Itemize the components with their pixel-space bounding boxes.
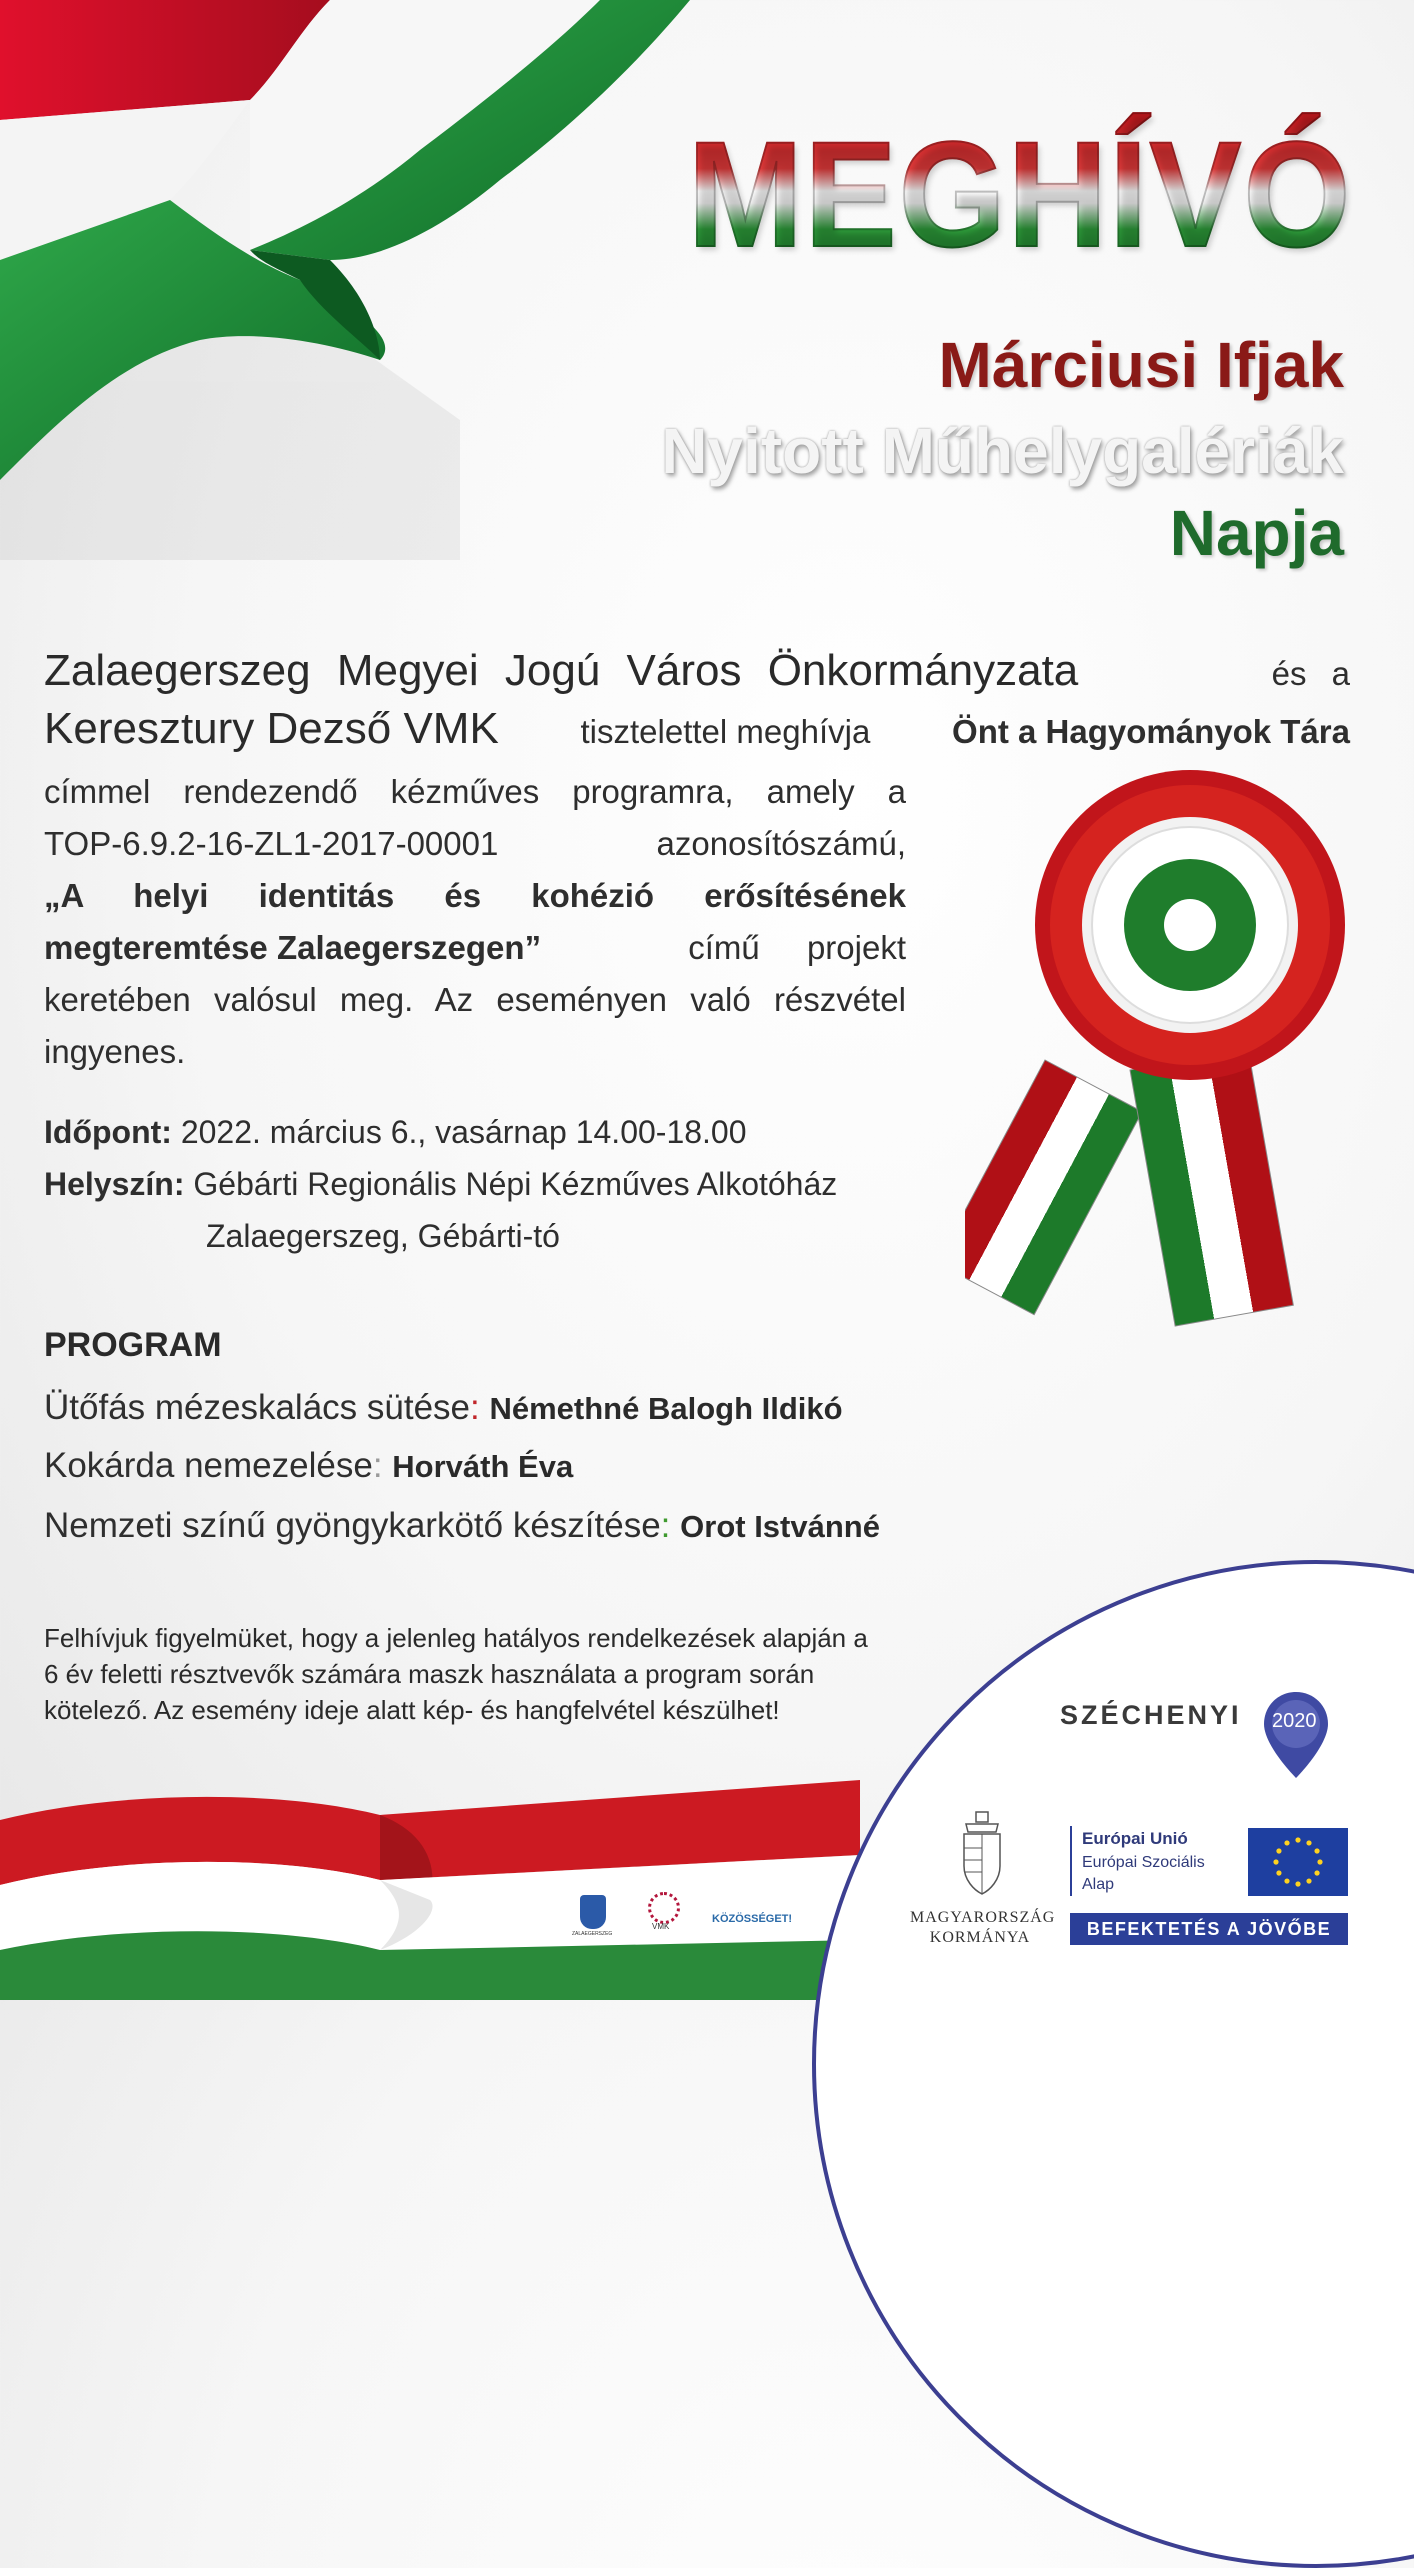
eu-subtitle-line-2: Alap <box>1082 1876 1115 1893</box>
location-pin-icon <box>1262 1690 1330 1780</box>
paragraph-line-5: keretében valósul meg. Az eseményen való részvétel <box>44 981 906 1018</box>
subtitle-line-1: Márciusi Ifjak <box>938 329 1344 401</box>
zalaegerszeg-logo <box>580 1895 606 1929</box>
program-activity: Ütőfás mézeskalács sütése <box>44 1388 471 1427</box>
place-label: Helyszín: <box>44 1166 185 1202</box>
time-label: Időpont: <box>44 1114 172 1150</box>
paragraph-line-4 <box>44 922 906 974</box>
eu-star-icon <box>1276 1848 1281 1853</box>
event-time-rest: , vasárnap 14.00-18.00 <box>417 1114 747 1150</box>
eu-subtitle <box>1082 1852 1205 1896</box>
eu-star-icon <box>1314 1870 1319 1875</box>
eu-star-icon <box>1295 1837 1300 1842</box>
intro-target: Önt a Hagyományok Tára <box>952 713 1350 750</box>
zalaegerszeg-logo-label: ZALAEGERSZEG <box>572 1931 613 1937</box>
program-person: Némethné Balogh Ildikó <box>489 1391 843 1426</box>
intro-line-2 <box>44 704 1350 754</box>
szechenyi-logo: SZÉCHENYI <box>1060 1700 1242 1730</box>
eu-star-icon <box>1273 1859 1278 1864</box>
project-code: TOP-6.9.2-16-ZL1-2017-00001 <box>44 825 499 862</box>
eu-title: Európai Unió <box>1082 1829 1188 1848</box>
paragraph-line-2 <box>44 818 906 870</box>
eu-flag-icon <box>1248 1828 1348 1896</box>
vmk-logo-label: VMK <box>652 1922 670 1931</box>
program-activity: Nemzeti színű gyöngykarkötő készítése <box>44 1506 661 1545</box>
event-time <box>44 1106 747 1158</box>
program-separator: : <box>372 1446 383 1485</box>
eu-star-icon <box>1284 1878 1289 1883</box>
intro-line-1 <box>44 646 1350 696</box>
eu-star-icon <box>1276 1870 1281 1875</box>
invest-banner: BEFEKTETÉS A JÖVŐBE <box>1070 1913 1348 1945</box>
event-place <box>44 1158 837 1210</box>
program-item <box>44 1506 880 1546</box>
kozosseget-logo: KÖZÖSSÉGET! <box>712 1913 793 1925</box>
szechenyi-year: 2020 <box>1272 1710 1317 1732</box>
program-separator: : <box>470 1388 480 1427</box>
eu-star-icon <box>1306 1878 1311 1883</box>
organizer-1: Zalaegerszeg Megyei Jogú Város Önkormányzata <box>44 646 1079 695</box>
program-person: Orot Istvánné <box>680 1509 880 1544</box>
notice-line-2: 6 év feletti résztvevők számára maszk használata a program során <box>44 1659 815 1689</box>
page-title: MEGHÍVÓ <box>687 108 1352 281</box>
cockade-image <box>965 770 1365 1370</box>
eu-star-icon <box>1314 1848 1319 1853</box>
intro-invites: tisztelettel meghívja <box>580 713 871 750</box>
government-title <box>910 1908 1056 1948</box>
subtitle-line-2: Nyitott Műhelygalériák <box>661 415 1344 487</box>
program-activity: Kokárda nemezelése <box>44 1446 373 1485</box>
place-name: Gébárti Regionális Népi Kézműves Alkotóház <box>193 1166 838 1202</box>
paragraph-line-3: „A helyi identitás és kohézió erősítésének <box>44 877 906 914</box>
description-paragraph <box>44 766 906 1078</box>
notice-line-3: kötelező. Az esemény ideje alatt kép- és hangfelvétel készülhet! <box>44 1695 780 1725</box>
program-separator: : <box>660 1506 671 1545</box>
program-item <box>44 1388 843 1428</box>
program-heading: PROGRAM <box>44 1326 222 1364</box>
flag-ribbon-bottom <box>0 1760 860 2000</box>
notice-text <box>44 1620 1004 1728</box>
subtitle-line-3: Napja <box>1169 497 1344 569</box>
paragraph-line-2-rest: azonosítószámú, <box>656 825 906 862</box>
program-person: Horváth Éva <box>392 1449 574 1484</box>
eu-divider <box>1070 1826 1072 1896</box>
eu-star-icon <box>1295 1881 1300 1886</box>
paragraph-line-1: címmel rendezendő kézműves programra, amely a <box>44 773 906 810</box>
intro-and: és a <box>1271 655 1350 692</box>
eu-subtitle-line-1: Európai Szociális <box>1082 1854 1205 1871</box>
vmk-logo <box>648 1892 680 1924</box>
government-line-1: MAGYARORSZÁG <box>910 1909 1056 1926</box>
paragraph-line-4-rest: című projekt <box>688 929 906 966</box>
paragraph-line-6: ingyenes. <box>44 1033 186 1070</box>
eu-star-icon <box>1306 1840 1311 1845</box>
notice-line-1: Felhívjuk figyelmüket, hogy a jelenleg hatályos rendelkezések alapján a <box>44 1623 868 1653</box>
event-address: Zalaegerszeg, Gébárti-tó <box>206 1218 560 1254</box>
program-item <box>44 1446 573 1486</box>
government-line-2: KORMÁNYA <box>929 1929 1031 1946</box>
organizer-2: Keresztury Dezső VMK <box>44 704 499 753</box>
eu-star-icon <box>1317 1859 1322 1864</box>
eu-star-icon <box>1284 1840 1289 1845</box>
event-date: 2022. március 6. <box>180 1114 418 1150</box>
flag-ribbon-top <box>0 0 720 560</box>
coat-of-arms-icon <box>958 1810 1006 1896</box>
project-title-end: megteremtése Zalaegerszegen” <box>44 929 542 966</box>
